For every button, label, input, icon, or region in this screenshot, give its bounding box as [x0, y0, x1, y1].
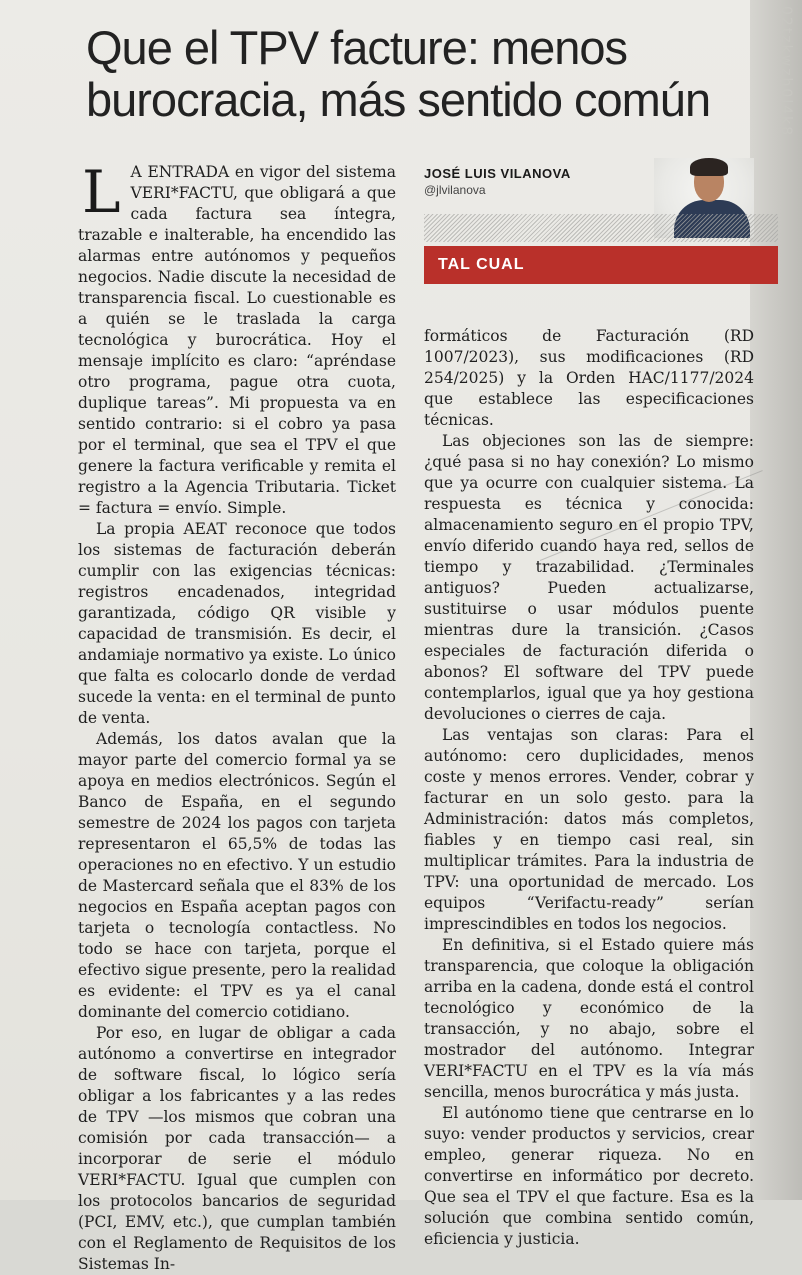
byline-hatch-pattern [424, 214, 778, 242]
edge-marks: 02tzkwzh0l4k8 [778, 6, 794, 138]
paragraph-5: formáticos de Facturación (RD 1007/2023), sus modificaciones (RD 254/2025) y la Orden HAC/1177/2024 que establece las especificaciones técnicas. [424, 327, 754, 429]
paragraph-7: Las ventajas son claras: Para el autónomo: cero duplicidades, menos coste y menos errores. Vender, cobrar y facturar en un solo gesto. para la Administración: datos más completos, fiables y en tiempo casi real, sin multiplicar trámites. Para la industria de TPV: una oportunidad de mercado. Los equipos “Verifactu-ready” serían imprescindibles en todos los negocios. [424, 726, 754, 933]
page-edge-shadow [750, 0, 802, 1200]
headline [86, 22, 766, 126]
author-handle: @jlvilanova [424, 183, 486, 197]
paragraph-4: Por eso, en lugar de obligar a cada autónomo a convertirse en integrador de software fiscal, lo lógico sería obligar a los fabricantes y a las redes de TPV —los mismos que cobran una comisión por cada transacción— a incorporar de serie el módulo VERI*FACTU. Igual que cumplen con los protocolos bancarios de seguridad (PCI, EMV, etc.), que cumplan también con el Reglamento de Requisitos de los Sistemas In- [78, 1024, 396, 1273]
paragraph-9: El autónomo tiene que centrarse en lo suyo: vender productos y servicios, crear empleo, generar riqueza. No en convertirse en informático por decreto. Que sea el TPV el que facture. Esa es la solución que combina sentido común, eficiencia y justicia. [424, 1104, 754, 1248]
author-name: JOSÉ LUIS VILANOVA [424, 166, 571, 181]
headline-line-1: Que el TPV facture: menos [86, 21, 628, 74]
section-label: TAL CUAL [438, 256, 525, 273]
paragraph-1-text: A ENTRADA en vigor del sistema VERI*FACTU, que obligará a que cada factura sea íntegra, trazable e inalterable, ha encendido las alarmas entre autónomos y pequeños negocios. Nadie discute la necesidad de transparencia fiscal. Lo cuestionable es a quién se le traslada la carga tecnológica y burocrática. Hoy el mensaje implícito es claro: “apréndase otro programa, pague otra cuota, duplique tareas”. Mi propuesta va en sentido contrario: si el cobro ya pasa por el terminal, que sea el TPV el que genere la factura verificable y remita el registro a la Agencia Tributaria. Ticket = factura = envío. Simple. [78, 163, 396, 517]
photo-hair [690, 158, 728, 176]
column-1 [78, 158, 396, 1275]
paragraph-6: Las objeciones son las de siempre: ¿qué pasa si no hay conexión? Lo mismo que ya ocurre con cualquier sistema. La respuesta es técnica y conocida: almacenamiento seguro en el propio TPV, envío diferido cuando haya red, sellos de tiempo y trazabilidad. ¿Terminales antiguos? Pueden actualizarse, sustituirse o usar módulos puente mientras dure la transición. ¿Casos especiales de facturación diferida o abonos? El software del TPV puede contemplarlos, igual que ya hoy gestiona devoluciones o cierres de caja. [424, 432, 754, 723]
column-2 [424, 326, 754, 1250]
paragraph-3: Además, los datos avalan que la mayor parte del comercio formal ya se apoya en medios electrónicos. Según el Banco de España, en el segundo semestre de 2024 los pagos con tarjeta representaron el 65,5% de todas las operaciones no en efectivo. Y un estudio de Mastercard señala que el 83% de los negocios en España aceptan pagos con tarjeta o tecnología contactless. No todo se hace con tarjeta, porque el efectivo sigue presente, pero la realidad es evidente: el TPV es ya el canal dominante del comercio cotidiano. [78, 730, 396, 1021]
paragraph-1 [78, 158, 396, 519]
section-bar [424, 246, 778, 284]
paragraph-8: En definitiva, si el Estado quiere más transparencia, que coloque la obligación arriba en la cadena, donde está el control tecnológico y económico de la transacción, y no abajo, sobre el mostrador del autónomo. Integrar VERI*FACTU en el TPV es la vía más sencilla, menos burocrática y más justa. [424, 936, 754, 1101]
paragraph-2: La propia AEAT reconoce que todos los sistemas de facturación deberán cumplir con las exigencias técnicas: registros encadenados, integridad garantizada, código QR visible y capacidad de transmisión. Es decir, el andamiaje normativo ya existe. Lo único que falta es colocarlo donde de verdad sucede la venta: en el terminal de punto de venta. [78, 520, 396, 727]
headline-line-2: burocracia, más sentido común [86, 73, 711, 126]
dropcap: L [82, 158, 121, 226]
